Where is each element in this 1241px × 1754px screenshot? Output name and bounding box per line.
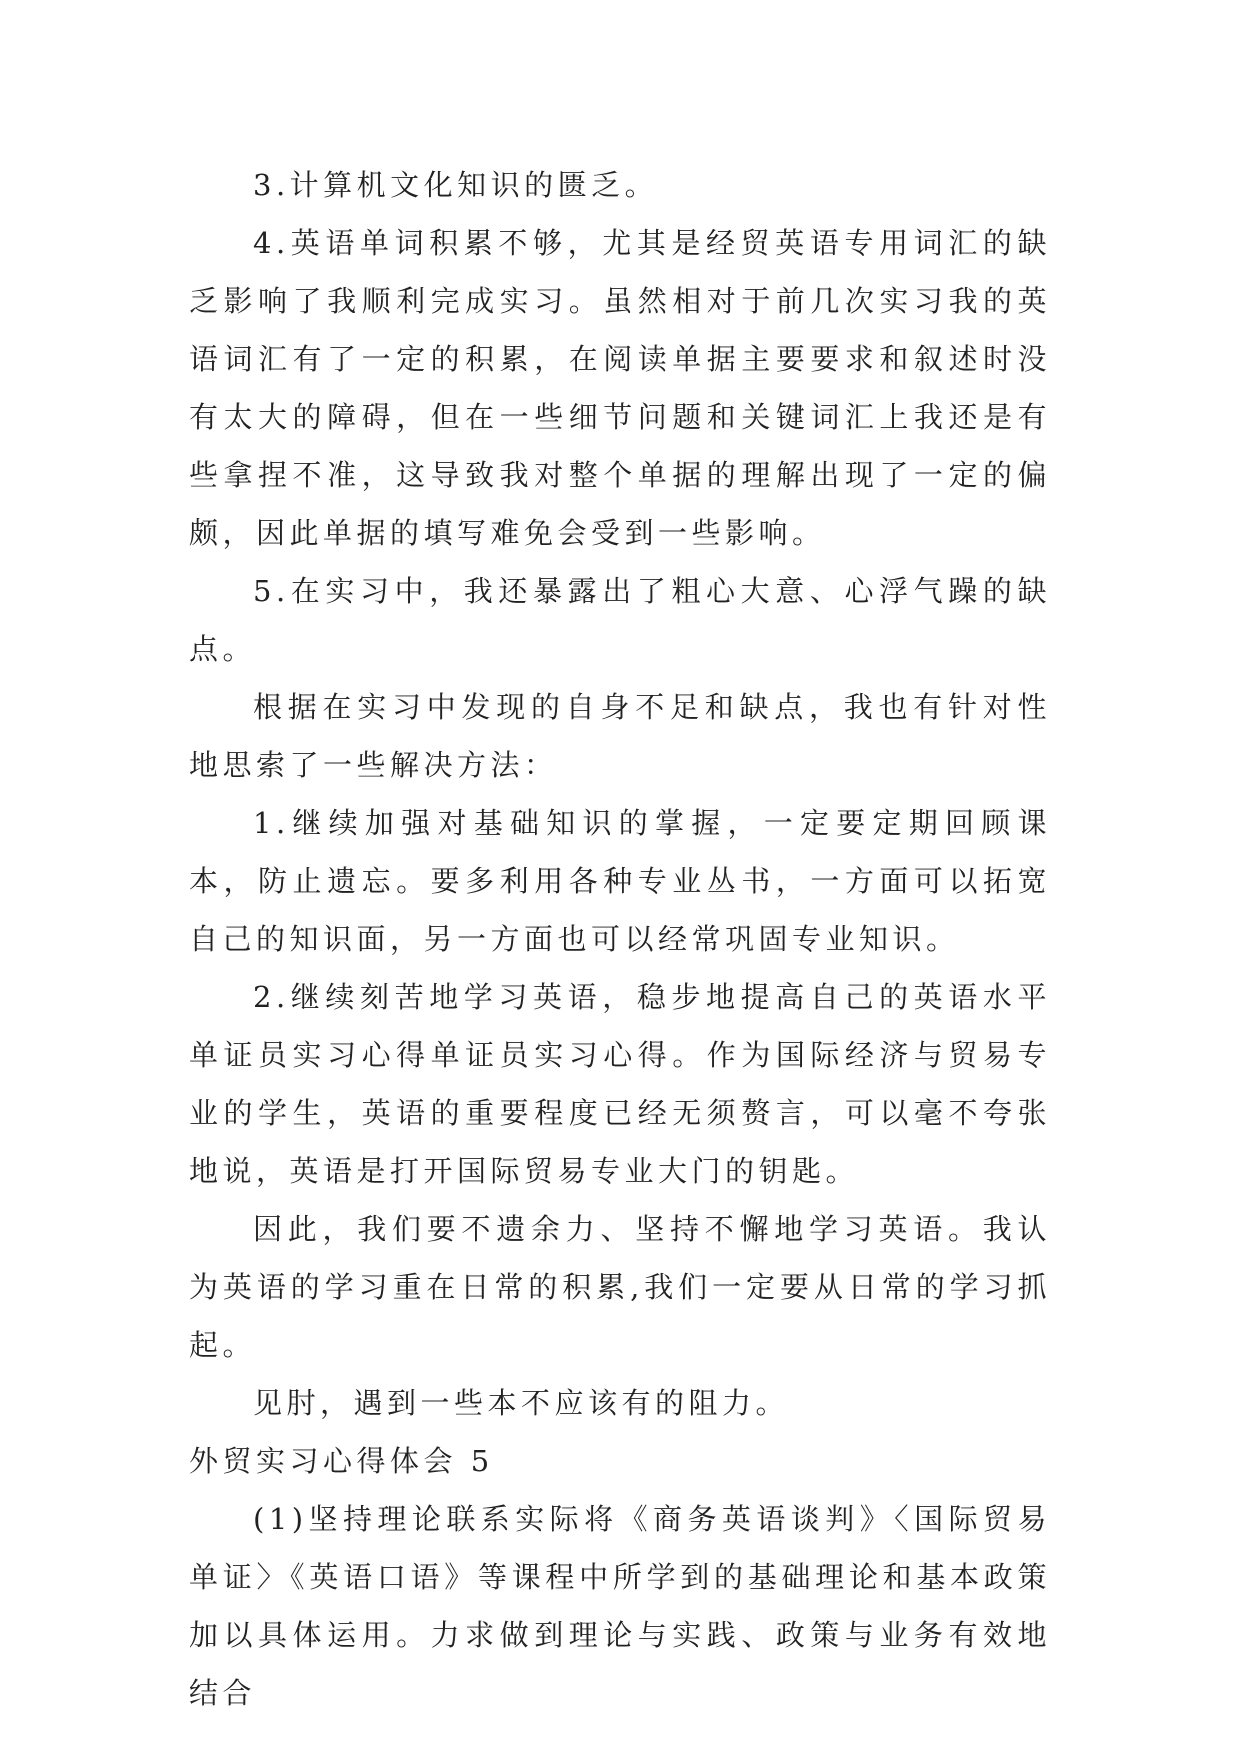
paragraph-solution-1: 1.继续加强对基础知识的掌握，一定要定期回顾课本，防止遗忘。要多利用各种专业丛书，一方面可以拓宽自己的知识面，另一方面也可以经常巩固专业知识。 <box>189 806 1051 956</box>
paragraph-solutions-intro: 根据在实习中发现的自身不足和缺点，我也有针对性地思索了一些解决方法： <box>189 690 1051 782</box>
document-body <box>189 156 1051 1722</box>
paragraph-obstacles: 见肘，遇到一些本不应该有的阻力。 <box>253 1386 790 1420</box>
paragraph-point-3: 3.计算机文化知识的匮乏。 <box>253 168 659 202</box>
section-heading: 外贸实习心得体会 5 <box>189 1444 494 1478</box>
paragraph-theory-practice: (1)坚持理论联系实际将《商务英语谈判》〈国际贸易单证〉《英语口语》等课程中所学到的基础理论和基本政策加以具体运用。力求做到理论与实践、政策与业务有效地结合 <box>189 1502 1051 1710</box>
paragraph-english-learning: 因此，我们要不遗余力、坚持不懈地学习英语。我认为英语的学习重在日常的积累,我们一定要从日常的学习抓起。 <box>189 1212 1051 1362</box>
paragraph-solution-2: 2.继续刻苦地学习英语，稳步地提高自己的英语水平单证员实习心得单证员实习心得。作为国际经济与贸易专业的学生，英语的重要程度已经无须赘言，可以毫不夸张地说，英语是打开国际贸易专业大门的钥匙。 <box>189 980 1051 1188</box>
paragraph-point-5: 5.在实习中，我还暴露出了粗心大意、心浮气躁的缺点。 <box>189 574 1051 666</box>
paragraph-point-4: 4.英语单词积累不够，尤其是经贸英语专用词汇的缺乏影响了我顺利完成实习。虽然相对于前几次实习我的英语词汇有了一定的积累，在阅读单据主要要求和叙述时没有太大的障碍，但在一些细节问题和关键词汇上我还是有些拿捏不准，这导致我对整个单据的理解出现了一定的偏颇，因此单据的填写难免会受到一些影响。 <box>189 226 1051 550</box>
